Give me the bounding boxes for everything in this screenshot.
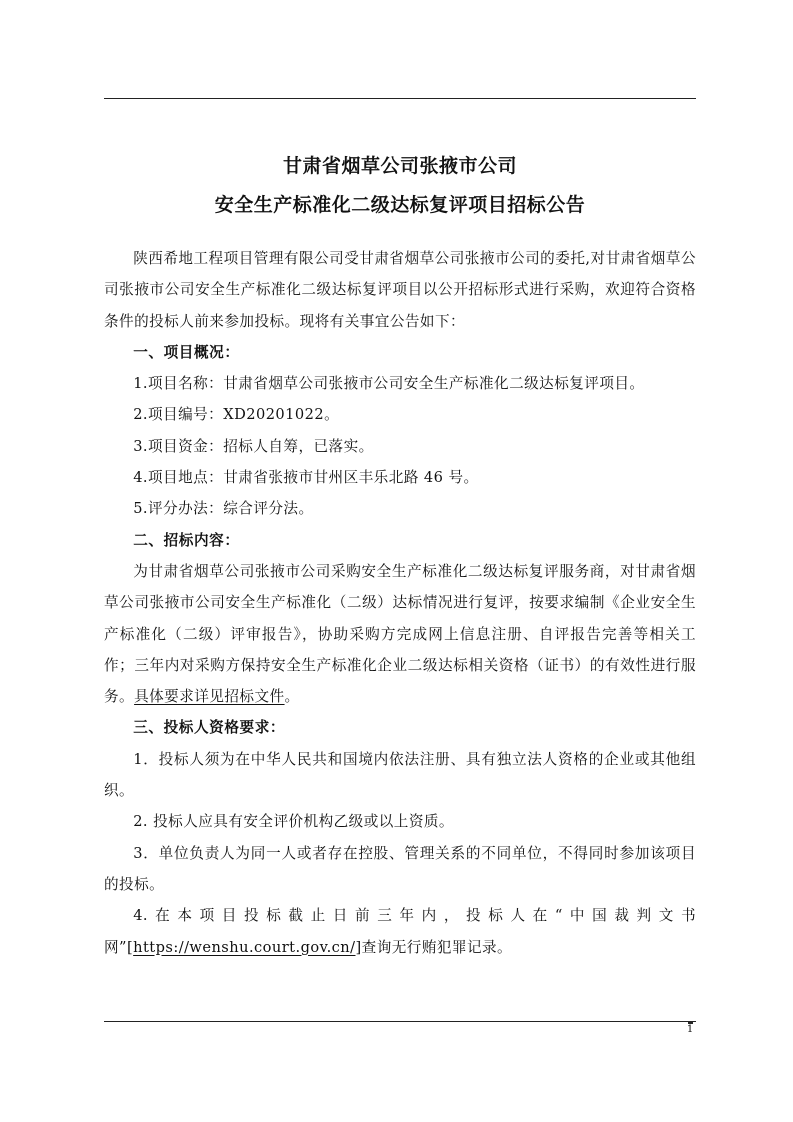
- section1-item: 1.项目名称：甘肃省烟草公司张掖市公司安全生产标准化二级达标复评项目。: [133, 375, 645, 393]
- document-body: [104, 243, 696, 963]
- section1-item: 4.项目地点：甘肃省张掖市甘州区丰乐北路 46 号。: [133, 469, 479, 487]
- footer-rule: [104, 1021, 696, 1022]
- section3-item-4: [104, 900, 696, 963]
- section3-item: 1．投标人须为在中华人民共和国境内依法注册、具有独立法人资格的企业或其他组织。: [104, 750, 696, 800]
- link-close-bracket: ]: [355, 938, 362, 956]
- section3-item: 2. 投标人应具有安全评价机构乙级或以上资质。: [133, 813, 454, 831]
- section1-item: 3.项目资金：招标人自筹，已落实。: [133, 437, 374, 455]
- intro-paragraph: 陕西希地工程项目管理有限公司受甘肃省烟草公司张掖市公司的委托,对甘肃省烟草公司张掖市公司安全生产标准化二级达标复评项目以公开招标形式进行采购，欢迎符合资格条件的投标人前来参加投标。现将有关事宜公告如下：: [104, 250, 696, 330]
- section2-paragraph: [104, 556, 696, 712]
- header-rule: [104, 98, 696, 99]
- wenshu-court-link[interactable]: https://wenshu.court.gov.cn/: [133, 938, 356, 956]
- section1-item: 5.评分办法：综合评分法。: [133, 500, 314, 518]
- section3-item4-end: 查询无行贿犯罪记录。: [361, 938, 513, 956]
- section1-heading: 一、项目概况：: [133, 343, 240, 361]
- section3-item4-text: 4.在本项目投标截止日前三年内，投标人在“中国裁判文书网”: [104, 907, 696, 956]
- section1-item: 2.项目编号：XD20201022。: [133, 406, 340, 424]
- section2-heading: 二、招标内容：: [133, 531, 240, 549]
- document-title-line2: 安全生产标准化二级达标复评项目招标公告: [214, 194, 586, 216]
- section3-heading: 三、投标人资格要求：: [133, 719, 286, 737]
- page-number: 1: [686, 1024, 694, 1035]
- section2-text: 为甘肃省烟草公司张掖市公司采购安全生产标准化二级达标复评服务商，对甘肃省烟草公司张掖市公司安全生产标准化（二级）达标情况进行复评，按要求编制《企业安全生产标准化（二级）评审报告》，协助采购方完成网上信息注册、自评报告完善等相关工作；三年内对采购方保持安全生产标准化企业二级达标相关资格（证书）的有效性进行服务。: [104, 562, 696, 706]
- link-open-bracket: [: [126, 938, 134, 956]
- document-title-line1: 甘肃省烟草公司张掖市公司: [282, 155, 517, 177]
- section2-end: 。: [284, 688, 300, 706]
- section3-item: 3．单位负责人为同一人或者存在控股、管理关系的不同单位，不得同时参加该项目的投标。: [104, 844, 696, 893]
- section2-underlined-text: 具体要求详见招标文件: [134, 688, 285, 706]
